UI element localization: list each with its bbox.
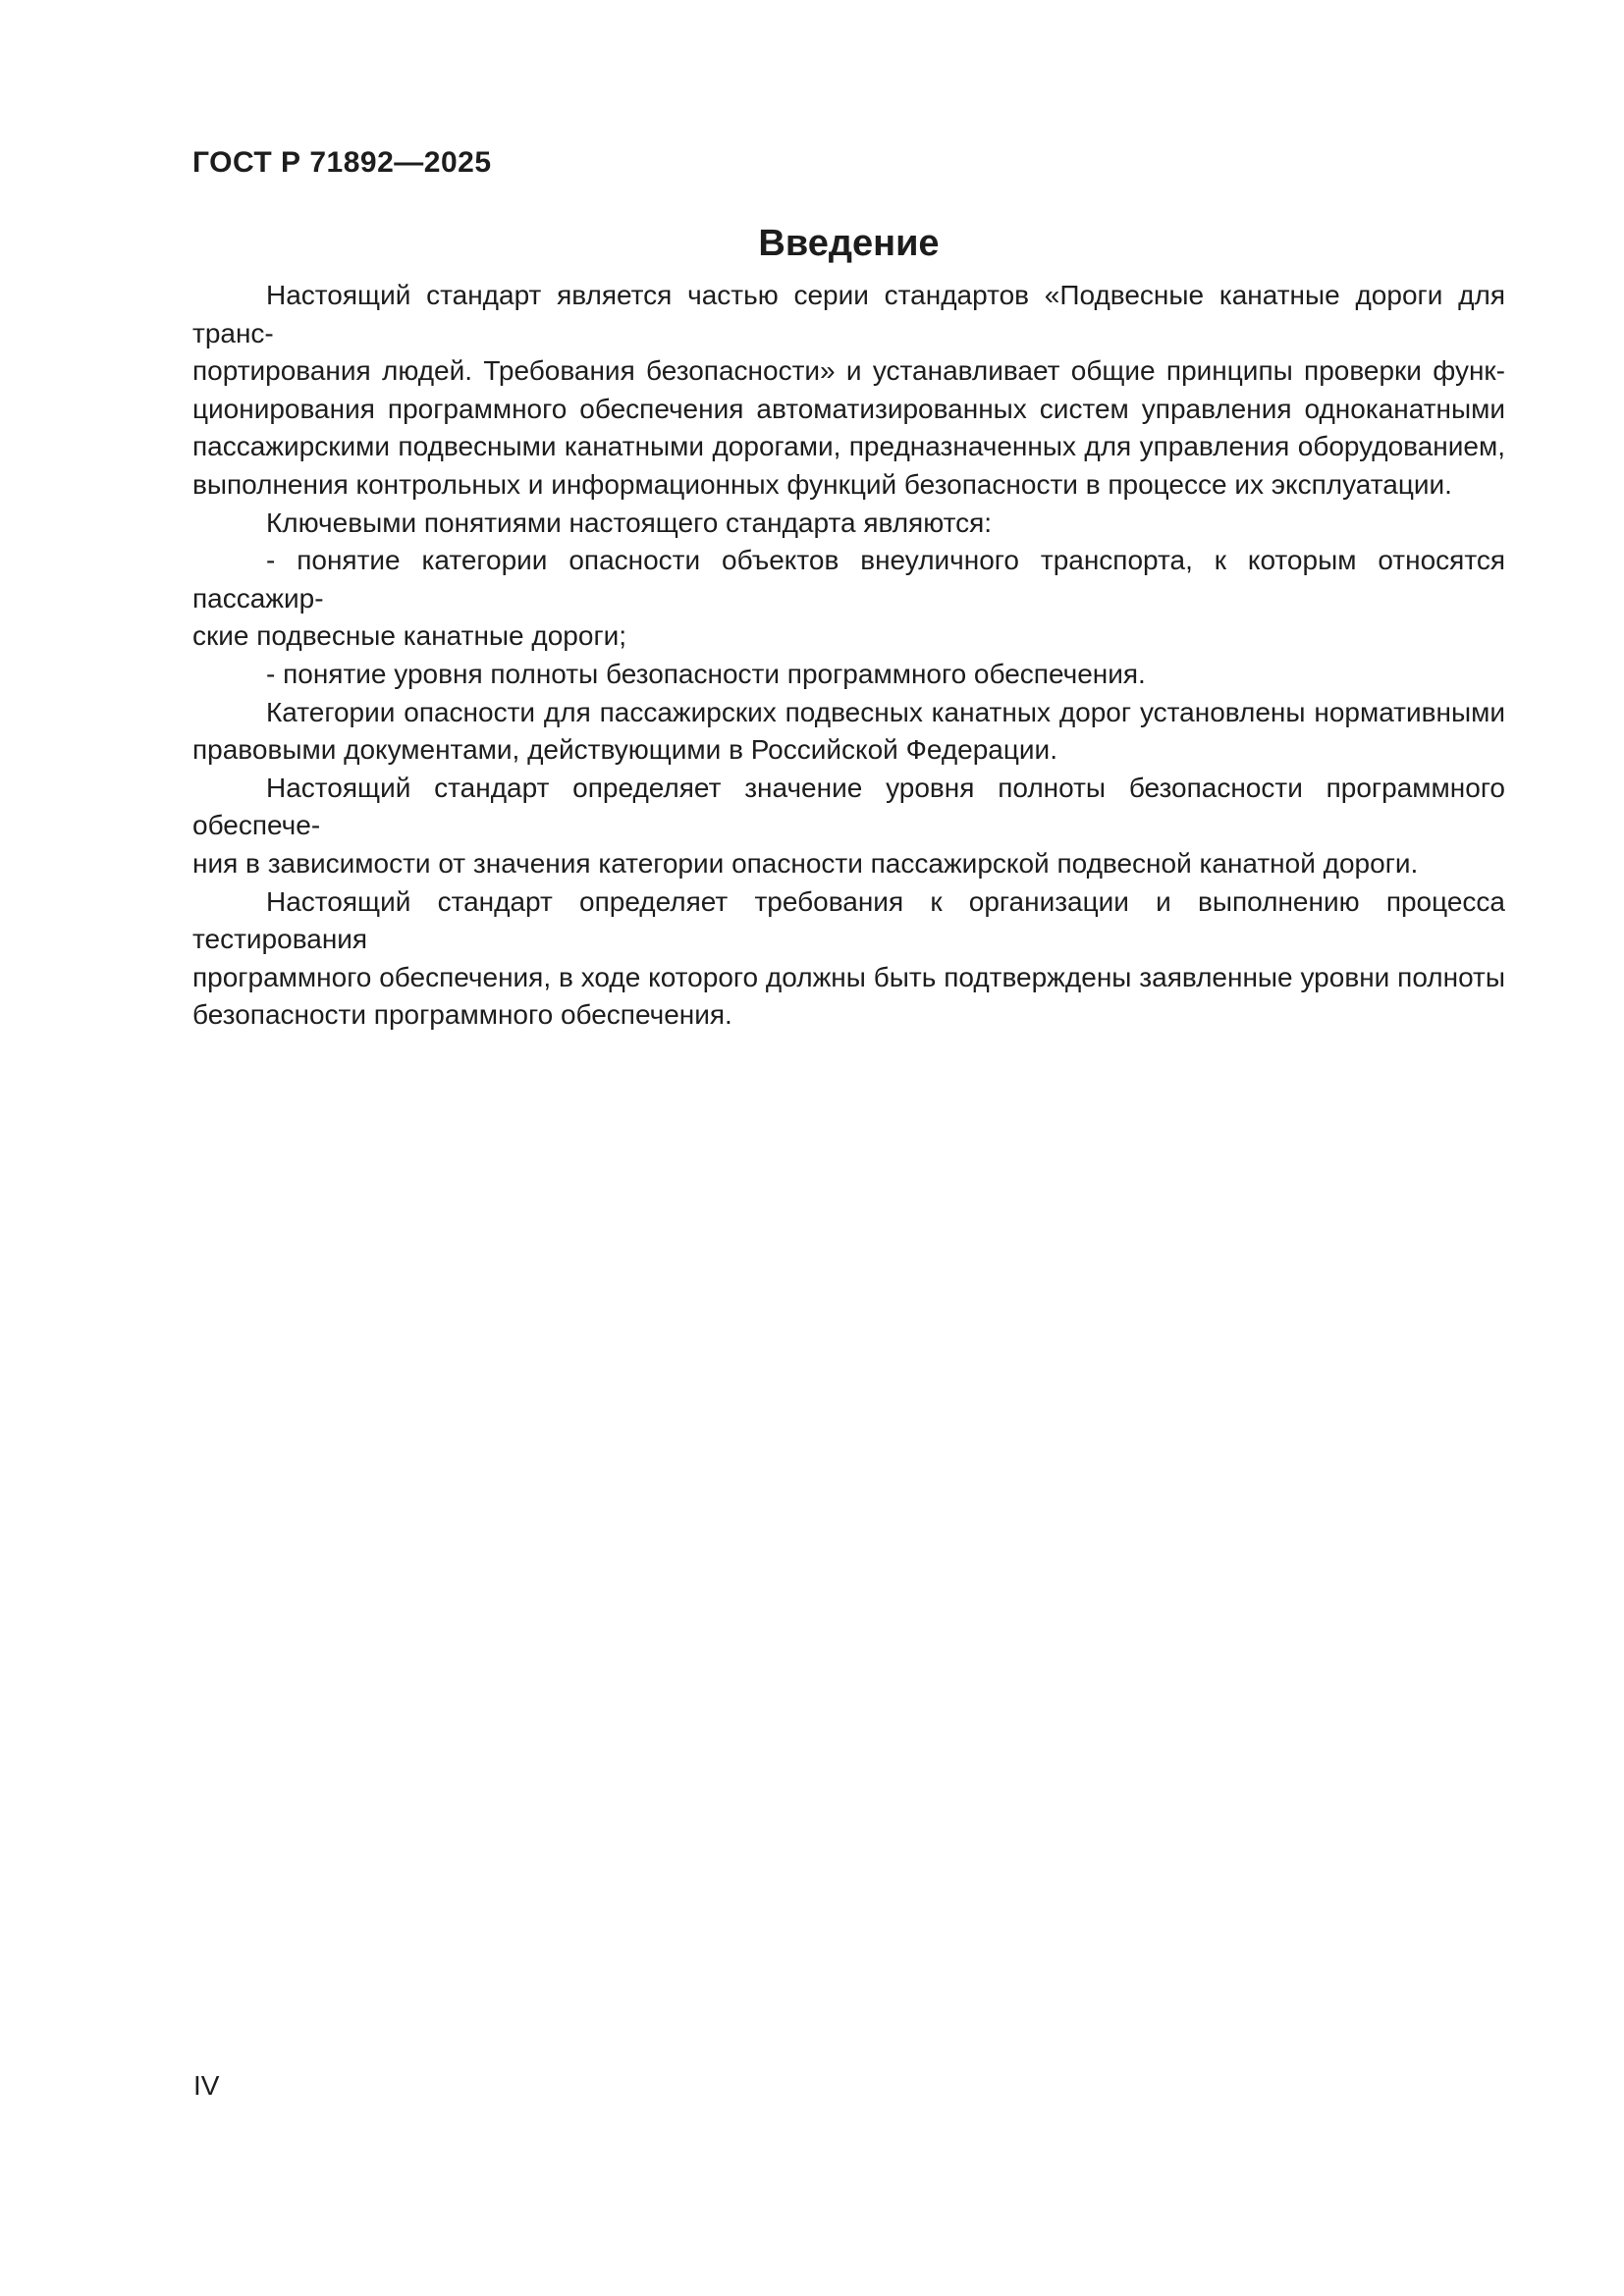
page-title: Введение [758,223,940,264]
text-line: портирования людей. Требования безопасности» и устанавливает общие принципы проверки функ- [192,355,1505,387]
text-line: пассажирскими подвесными канатными дорогами, предназначенных для управления оборудованием, [192,431,1505,462]
text-line: Настоящий стандарт определяет требования к организации и выполнению процесса тестирования [192,885,1505,955]
text-line: безопасности программного обеспечения. [192,999,732,1031]
paragraph [192,542,1505,656]
text-line: ские подвесные канатные дороги; [192,620,627,652]
text-line: ционирования программного обеспечения автоматизированных систем управления одноканатными [192,393,1505,424]
paragraphs-container [192,277,1505,1035]
text-line: выполнения контрольных и информационных функций безопасности в процессе их эксплуатации. [192,468,1452,500]
page-number: IV [193,2070,220,2101]
paragraph [192,277,1505,505]
paragraph [192,694,1505,770]
text-line: - понятие категории опасности объектов внеуличного транспорта, к которым относятся пассажир- [192,545,1505,614]
paragraph [192,883,1505,1035]
text-line: - понятие уровня полноты безопасности программного обеспечения. [266,658,1146,689]
text-line: Настоящий стандарт определяет значение уровня полноты безопасности программного обеспече- [192,772,1505,841]
paragraph [192,656,1505,694]
text-line: Настоящий стандарт является частью серии стандартов «Подвесные канатные дороги для транс- [192,280,1505,348]
text-line: Ключевыми понятиями настоящего стандарта являются: [266,507,993,538]
text-line: правовыми документами, действующими в Российской Федерации. [192,734,1057,766]
paragraph [192,505,1505,543]
paragraph [192,770,1505,883]
text-line: Категории опасности для пассажирских подвесных канатных дорог установлены нормативными [266,696,1505,727]
text-line: программного обеспечения, в ходе которого должны быть подтверждены заявленные уровни полноты [192,961,1505,992]
standard-designation: ГОСТ Р 71892—2025 [192,146,492,179]
text-line: ния в зависимости от значения категории опасности пассажирской подвесной канатной дороги. [192,847,1419,879]
